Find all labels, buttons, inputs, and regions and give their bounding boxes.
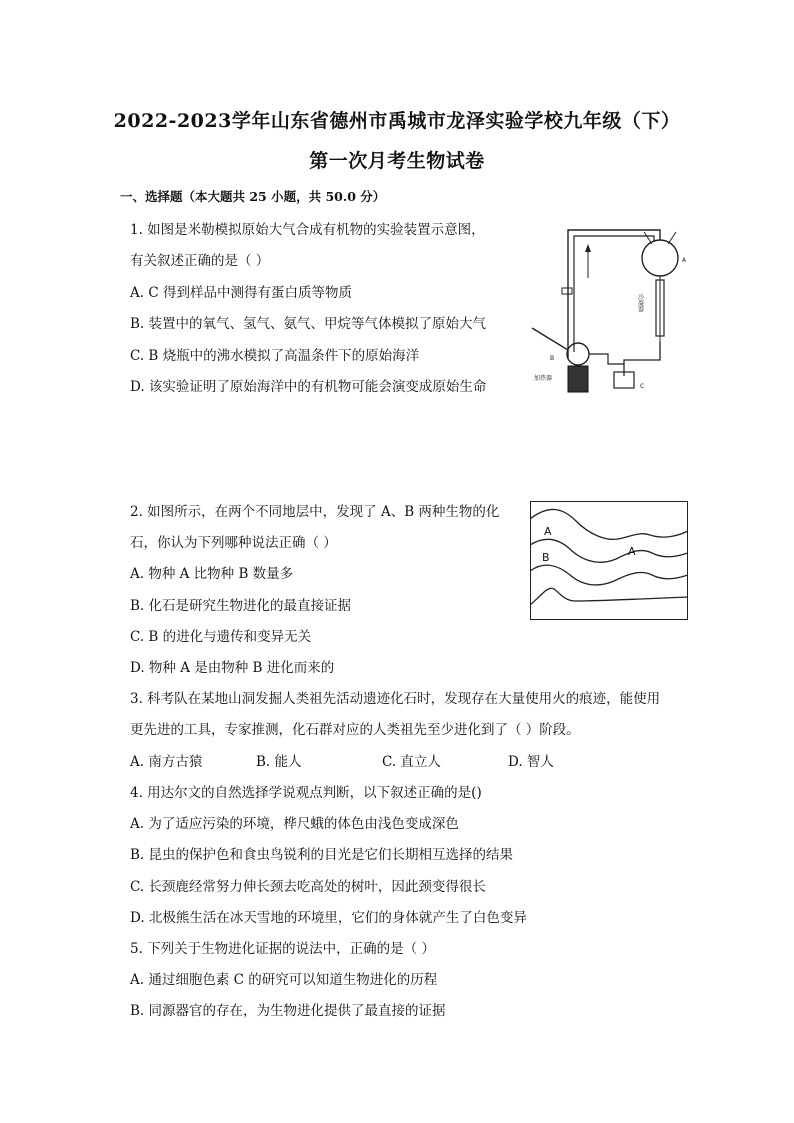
valve (562, 288, 572, 294)
flask-b (567, 343, 589, 365)
q2-option-b: B. 化石是研究生物进化的最直接证据 (130, 598, 352, 614)
sphere-a (642, 240, 678, 276)
strata-frame (531, 502, 688, 620)
label-a: A (682, 257, 687, 264)
electrode-left (644, 232, 652, 244)
q4-option-a: A. 为了适应污染的环境，桦尺蛾的体色由浅色变成深色 (130, 816, 459, 832)
q1-option-a: A. C 得到样品中测得有蛋白质等物质 (130, 285, 352, 301)
miller-experiment-figure (528, 218, 698, 398)
q5-stem: 5. 下列关于生物进化证据的说法中，正确的是（ ） (130, 941, 435, 957)
electrode-right (668, 232, 676, 244)
section-heading: 一、选择题（本大题共 25 小题，共 50.0 分） (120, 189, 386, 204)
fossil-label-a-right: A (628, 545, 636, 558)
q4-stem: 4. 用达尔文的自然选择学说观点判断，以下叙述正确的是() (130, 785, 482, 801)
heater-label: 加热器 (534, 375, 553, 382)
q1-option-d: D. 该实验证明了原始海洋中的有机物可能会演变成原始生命 (130, 379, 487, 395)
q3-option-c: C. 直立人 (382, 754, 441, 770)
q3-option-d: D. 智人 (508, 754, 554, 770)
fossil-label-b: B (542, 551, 550, 564)
q2-option-a: A. 物种 A 比物种 B 数量多 (130, 566, 294, 582)
heater (568, 366, 588, 392)
q3-stem-line2: 更先进的工具，专家推测，化石群对应的人类祖先至少进化到了（ ）阶段。 (130, 722, 580, 738)
q3-option-b: B. 能人 (256, 754, 302, 770)
q4-option-d: D. 北极熊生活在冰天雪地的环境里，它们的身体就产生了白色变异 (130, 910, 527, 926)
label-b: B (550, 355, 555, 362)
exam-title-line2: 第一次月考生物试卷 (309, 150, 485, 172)
q4-option-c: C. 长颈鹿经常努力伸长颈去吃高处的树叶，因此颈变得很长 (130, 879, 486, 895)
fossil-label-a-left: A (544, 525, 552, 538)
q1-option-c: C. B 烧瓶中的沸水模拟了高温条件下的原始海洋 (130, 348, 420, 364)
q5-option-a: A. 通过细胞色素 C 的研究可以知道生物进化的历程 (130, 972, 438, 988)
q5-option-b: B. 同源器官的存在，为生物进化提供了最直接的证据 (130, 1003, 446, 1019)
q3-option-a: A. 南方古猿 (130, 754, 203, 770)
tube-b-c (589, 354, 624, 364)
flask-b-neck (532, 328, 568, 350)
q1-option-b: B. 装置中的氧气、氢气、氨气、甲烷等气体模拟了原始大气 (130, 316, 487, 332)
q2-stem-line1: 2. 如图所示，在两个不同地层中，发现了 A、B 两种生物的化 (130, 504, 500, 520)
tube-to-c (624, 342, 660, 376)
label-c: C (640, 383, 645, 390)
q4-option-b: B. 昆虫的保护色和食虫鸟锐利的目光是它们长期相互选择的结果 (130, 847, 514, 863)
q2-stem-line2: 石，你认为下列哪种说法正确（ ） (130, 535, 337, 551)
q1-stem-line1: 1. 如图是米勒模拟原始大气合成有机物的实验装置示意图， (130, 222, 485, 238)
tube-left-top (568, 230, 660, 358)
condenser-label: 冷凝器 (636, 294, 644, 312)
exam-title-line1: 2022-2023学年山东省德州市禹城市龙泽实验学校九年级（下） (113, 110, 681, 132)
arrow-head (585, 244, 591, 252)
q2-option-d: D. 物种 A 是由物种 B 进化而来的 (130, 660, 335, 676)
rock-strata-figure (530, 501, 688, 620)
q2-option-c: C. B 的进化与遗传和变异无关 (130, 629, 312, 645)
q1-stem-line2: 有关叙述正确的是（ ） (130, 253, 270, 269)
q3-stem-line1: 3. 科考队在某地山洞发掘人类祖先活动遗迹化石时，发现存在大量使用火的痕迹，能使用 (130, 691, 661, 707)
